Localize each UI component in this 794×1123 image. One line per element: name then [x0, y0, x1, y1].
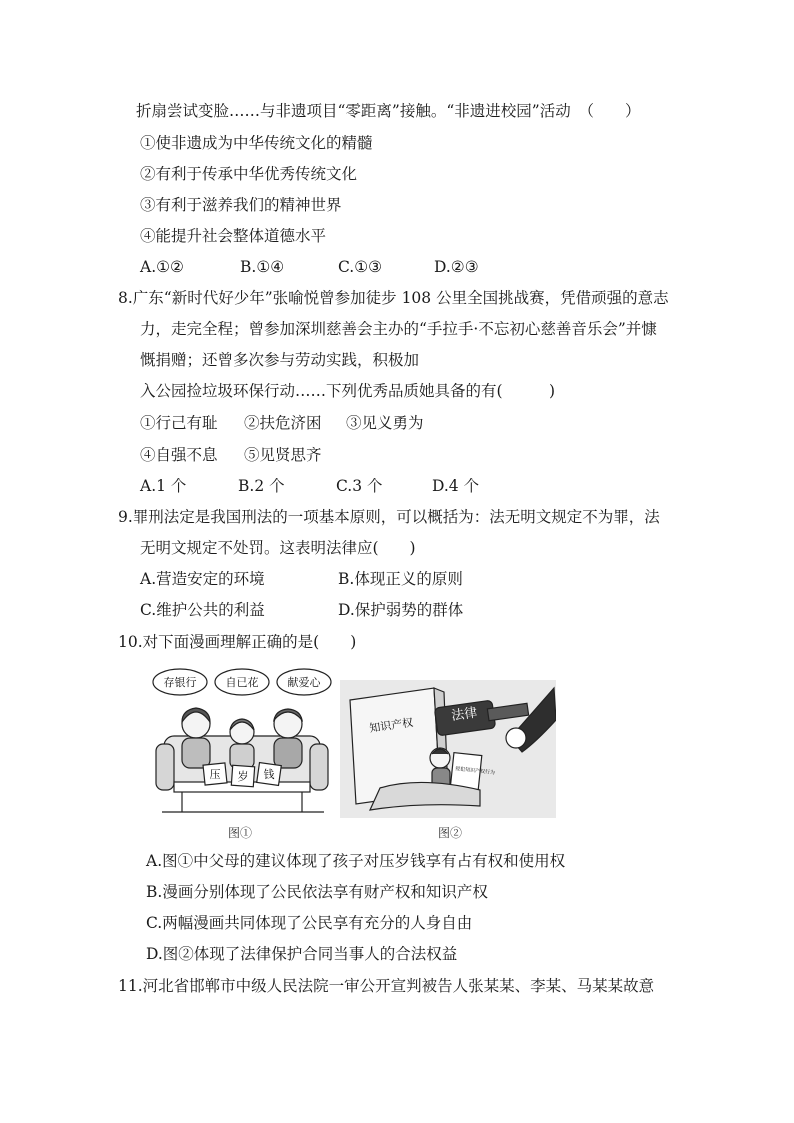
q7-choice-b: B.①④ — [240, 258, 285, 276]
q8-item-4: ④自强不息 — [140, 446, 218, 464]
q8-stem-line-3: 慨捐赠；还曾多次参与劳动实践，积极加 — [140, 351, 420, 369]
q8-stem-line-2: 力，走完全程；曾参加深圳慈善会主办的“手拉手·不忘初心慈善音乐会”并慷 — [140, 320, 657, 338]
q7-choice-c: C.①③ — [338, 258, 383, 276]
bubble-text-1: 存银行 — [163, 676, 197, 689]
card-text-3: 钱 — [263, 768, 275, 781]
q9-choice-b: B.体现正义的原则 — [338, 570, 463, 588]
q7-item-1: ①使非遗成为中华传统文化的精髓 — [140, 134, 373, 152]
q8-item-3: ③见义勇为 — [346, 414, 424, 432]
bubble-text-2: 自已花 — [225, 676, 259, 689]
q10-stem: 10.对下面漫画理解正确的是( ) — [118, 633, 357, 651]
q11-stem: 11.河北省邯郸市中级人民法院一审公开宣判被告人张某某、李某、马某某故意 — [118, 977, 655, 995]
q7-choice-a: A.①② — [140, 258, 184, 276]
q7-item-2: ②有利于传承中华优秀传统文化 — [140, 165, 358, 183]
q7-choice-d: D.②③ — [434, 258, 479, 276]
book-title-text: 知识产权 — [368, 715, 414, 735]
q7-item-4: ④能提升社会整体道德水平 — [140, 227, 327, 245]
figure-1-caption: 图① — [228, 826, 253, 840]
small-book-text: 侵犯知识产权行为 — [454, 766, 496, 777]
q9-stem-line-2: 无明文规定不处罚。这表明法律应( ) — [140, 539, 416, 557]
card-text-1: 压 — [209, 768, 221, 781]
q8-item-1: ①行己有耻 — [140, 414, 218, 432]
q8-stem-line-4: 入公园捡垃圾环保行动……下列优秀品质她具备的有( ) — [140, 382, 556, 400]
q8-choice-a: A.1 个 — [140, 477, 187, 495]
q9-choice-c: C.维护公共的利益 — [140, 601, 265, 619]
q10-choice-b: B.漫画分别体现了公民依法享有财产权和知识产权 — [146, 883, 488, 901]
q8-choice-b: B.2 个 — [238, 477, 285, 495]
q8-item-5: ⑤见贤思齐 — [244, 446, 322, 464]
q9-choice-d: D.保护弱势的群体 — [338, 601, 464, 619]
q8-item-2: ②扶危济困 — [244, 414, 322, 432]
gavel-text: 法律 — [450, 705, 479, 724]
q8-stem-line-1: 8.广东“新时代好少年”张喻悦曾参加徒步 108 公里全国挑战赛，凭借顽强的意志 — [118, 289, 669, 307]
card-text-2: 岁 — [237, 770, 249, 783]
figure-1-cartoon — [152, 666, 332, 816]
q8-choice-d: D.4 个 — [432, 477, 480, 495]
q10-choice-c: C.两幅漫画共同体现了公民享有充分的人身自由 — [146, 914, 473, 932]
figure-2-cartoon — [340, 680, 556, 818]
bubble-text-3: 献爱心 — [287, 676, 321, 689]
q9-stem-line-1: 9.罪刑法定是我国刑法的一项基本原则，可以概括为：法无明文规定不为罪，法 — [118, 508, 660, 526]
q10-choice-a: A.图①中父母的建议体现了孩子对压岁钱享有占有权和使用权 — [146, 852, 566, 870]
q9-choice-a: A.营造安定的环境 — [140, 570, 265, 588]
q8-choice-c: C.3 个 — [336, 477, 383, 495]
q7-stem-continuation: 折扇尝试变脸……与非遗项目“零距离”接触。“非遗进校园”活动 （ ） — [136, 102, 641, 120]
q7-item-3: ③有利于滋养我们的精神世界 — [140, 196, 342, 214]
q10-choice-d: D.图②体现了法律保护合同当事人的合法权益 — [146, 945, 458, 963]
figure-2-caption: 图② — [438, 826, 463, 840]
